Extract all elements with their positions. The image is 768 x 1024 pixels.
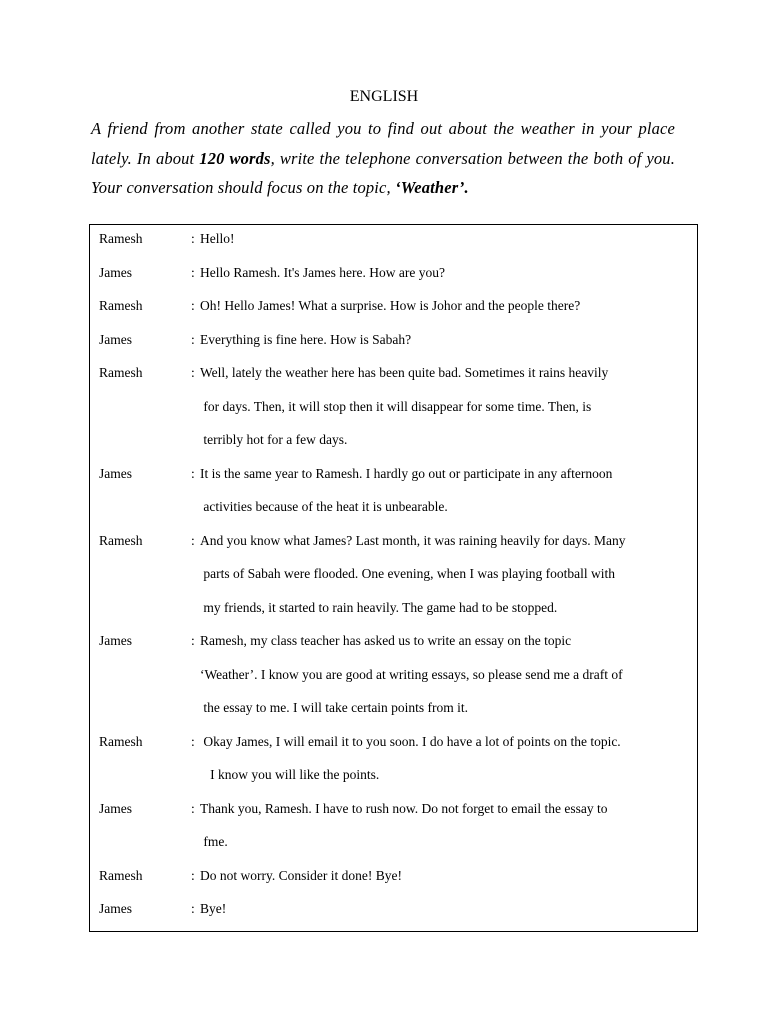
speech-text bbox=[200, 457, 692, 524]
speech-line: fme. bbox=[200, 834, 228, 849]
speech-text bbox=[200, 725, 692, 792]
dialogue-turn bbox=[90, 792, 697, 859]
dialogue-turn bbox=[90, 256, 697, 290]
speech-text bbox=[200, 356, 692, 457]
speech-line: Everything is fine here. How is Sabah? bbox=[200, 331, 412, 347]
speaker-colon: : bbox=[191, 331, 195, 347]
speech-line: for days. Then, it will stop then it will disappear for some time. Then, is bbox=[200, 398, 592, 414]
instructions-text-1: A friend from another state called you to find out about the weather in your place lately. In about bbox=[91, 119, 675, 168]
speaker-name: James bbox=[99, 465, 132, 481]
instructions-word-count: 120 words bbox=[199, 148, 271, 168]
speech-line: It is the same year to Ramesh. I hardly go out or participate in any afternoon bbox=[200, 465, 613, 481]
speaker-name: Ramesh bbox=[99, 231, 143, 246]
speaker-name: James bbox=[99, 800, 132, 816]
speech-line: Hello! bbox=[200, 231, 235, 246]
speech-line: terribly hot for a few days. bbox=[200, 432, 348, 447]
speaker-colon: : bbox=[191, 231, 195, 246]
speech-line: activities because of the heat it is unbearable. bbox=[200, 499, 448, 514]
speech-line: the essay to me. I will take certain points from it. bbox=[200, 700, 469, 715]
speaker-name: Ramesh bbox=[99, 867, 143, 883]
speech-line: Okay James, I will email it to you soon. I do have a lot of points on the topic. bbox=[200, 733, 621, 749]
speech-text bbox=[200, 524, 692, 625]
speaker-name: Ramesh bbox=[99, 532, 143, 548]
dialogue-box bbox=[89, 224, 698, 932]
speaker-colon: : bbox=[191, 733, 195, 749]
speech-line: Oh! Hello James! What a surprise. How is Johor and the people there? bbox=[200, 298, 581, 313]
speech-text bbox=[200, 859, 692, 893]
instructions-topic: ‘Weather’. bbox=[395, 178, 469, 197]
speech-line: And you know what James? Last month, it was raining heavily for days. Many bbox=[200, 532, 626, 548]
page-title: ENGLISH bbox=[349, 88, 419, 105]
speaker-name: James bbox=[99, 633, 132, 648]
speech-line: I know you will like the points. bbox=[200, 767, 380, 782]
speech-line: parts of Sabah were flooded. One evening, when I was playing football with bbox=[200, 566, 616, 581]
speaker-colon: : bbox=[191, 365, 195, 380]
speaker-colon: : bbox=[191, 800, 195, 816]
speaker-colon: : bbox=[191, 532, 195, 548]
speech-line: Thank you, Ramesh. I have to rush now. Do not forget to email the essay to bbox=[200, 800, 608, 816]
instructions-paragraph bbox=[91, 114, 675, 203]
speech-text bbox=[200, 892, 692, 926]
speech-text bbox=[200, 222, 692, 256]
dialogue-turn bbox=[90, 356, 697, 457]
speaker-colon: : bbox=[191, 298, 195, 313]
speaker-name: Ramesh bbox=[99, 365, 143, 380]
dialogue-turn bbox=[90, 859, 697, 893]
speaker-name: James bbox=[99, 264, 132, 280]
dialogue-turn bbox=[90, 725, 697, 792]
speech-line: Ramesh, my class teacher has asked us to write an essay on the topic bbox=[200, 633, 572, 648]
speaker-colon: : bbox=[191, 633, 195, 648]
dialogue-turn bbox=[90, 222, 697, 256]
speaker-name: James bbox=[99, 901, 132, 916]
speaker-name: Ramesh bbox=[99, 298, 143, 313]
speaker-colon: : bbox=[191, 901, 195, 916]
dialogue-turn bbox=[90, 323, 697, 357]
dialogue-turn bbox=[90, 457, 697, 524]
speaker-colon: : bbox=[191, 264, 195, 280]
speech-text bbox=[200, 256, 692, 290]
dialogue-turn bbox=[90, 289, 697, 323]
speaker-name: James bbox=[99, 331, 132, 347]
speech-line: Bye! bbox=[200, 901, 227, 916]
instructions-text-2: , write the telephone conversation between the both of you. Your conversation should focus on the topic, bbox=[91, 148, 675, 197]
speech-line: ‘Weather’. I know you are good at writing essays, so please send me a draft of bbox=[200, 666, 623, 682]
dialogue-turn bbox=[90, 892, 697, 926]
speech-text bbox=[200, 323, 692, 357]
dialogue-turn bbox=[90, 624, 697, 725]
speech-text bbox=[200, 289, 692, 323]
speech-line: my friends, it started to rain heavily. The game had to be stopped. bbox=[200, 599, 558, 615]
speech-text bbox=[200, 792, 692, 859]
dialogue-turn bbox=[90, 524, 697, 625]
speaker-colon: : bbox=[191, 465, 195, 481]
speaker-colon: : bbox=[191, 867, 195, 883]
speech-text bbox=[200, 624, 692, 725]
speech-line: Hello Ramesh. It's James here. How are you? bbox=[200, 264, 445, 280]
speech-line: Do not worry. Consider it done! Bye! bbox=[200, 867, 402, 883]
speech-line: Well, lately the weather here has been quite bad. Sometimes it rains heavily bbox=[200, 365, 609, 380]
speaker-name: Ramesh bbox=[99, 733, 143, 749]
